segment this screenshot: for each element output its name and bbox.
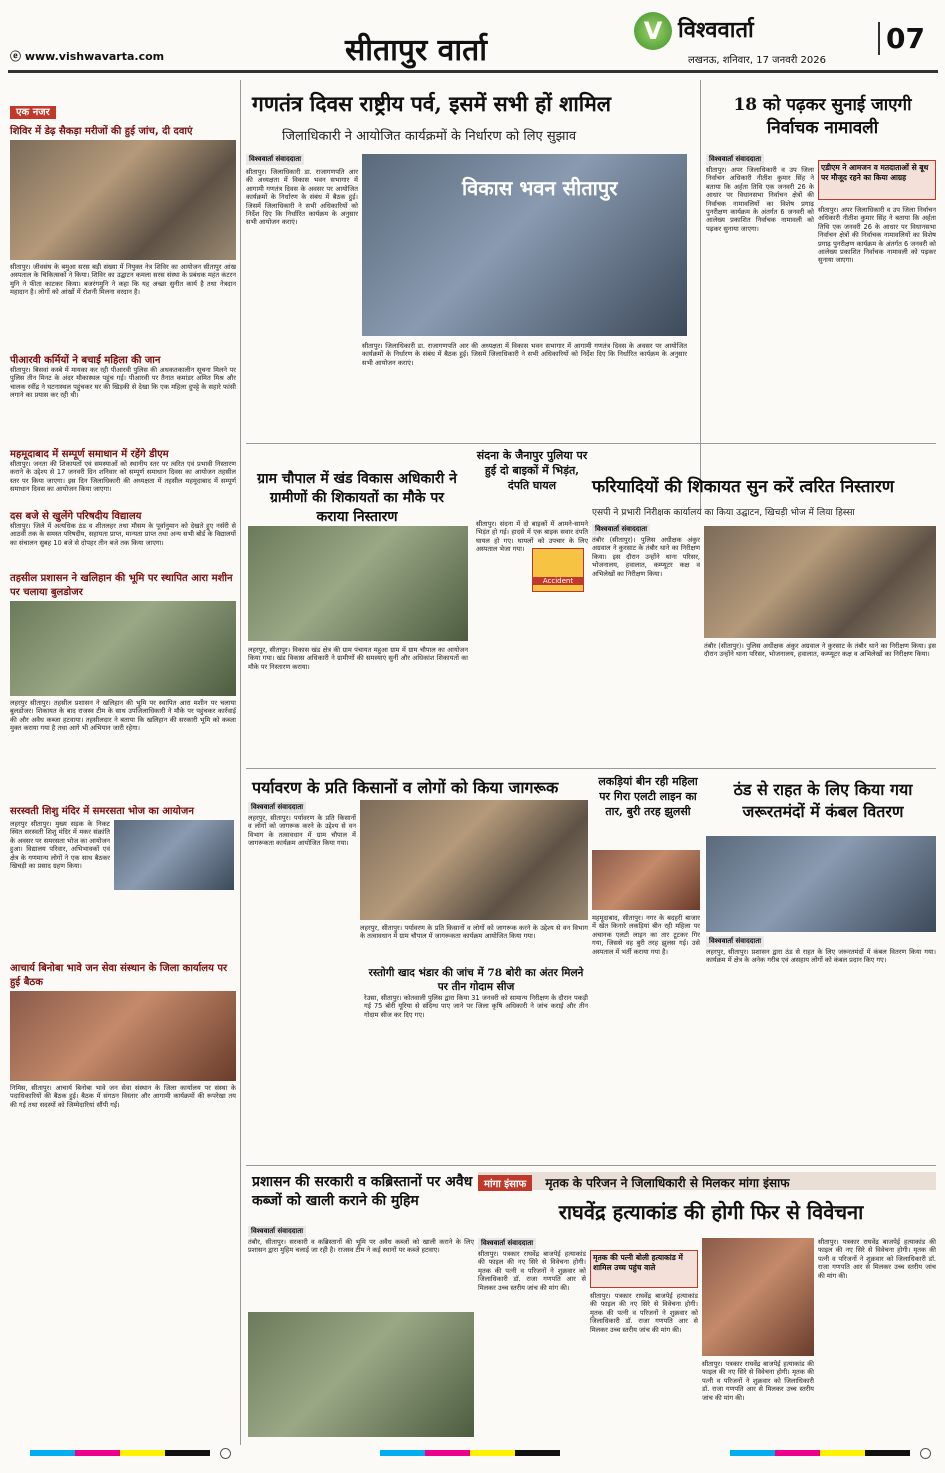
header-rule bbox=[8, 70, 938, 73]
news-photo bbox=[592, 850, 700, 910]
fertilizer-headline: रस्तोगी खाद भंडार की जांच में 78 बोरी का अंतर मिलने पर तीन गोदाम सीज bbox=[368, 967, 584, 993]
justice-headline: राघवेंद्र हत्याकांड की होगी फिर से विवेचना bbox=[558, 1200, 864, 1224]
justice-text-continued: सीतापुर। पत्रकार राघवेंद्र बाजपेई हत्याकांड की फाइल की नए सिरे से विवेचना होगी। मृतक की पत्नी व परिजनों ने शुक्रवार को जिलाधिकारी डॉ. राजा गणपति आर से मिलकर उच्च स्तरीय जांच की मांग की। bbox=[702, 1360, 814, 1402]
news-photo bbox=[248, 526, 468, 641]
story-headline: आचार्य बिनोबा भावे जन सेवा संस्थान के जिला कार्यालय पर हुई बैठक bbox=[10, 963, 228, 988]
page-number: 07 bbox=[878, 22, 925, 55]
row-divider bbox=[246, 768, 936, 769]
fertilizer-text: रेउसा, सीतापुर। कोतवाली पुलिस द्वारा किया 31 जनवरी को सामान्य निरीक्षण के दौरान पकड़ी गई 75 बोरी यूरिया से संदिग्ध पाए जाने पर जिला कृषि अधिकारी ने जांच कराई और तीन गोदाम सीज कर दिए गए। bbox=[364, 994, 588, 1019]
justice-highlight-box: मृतक की पत्नी बोली हत्याकांड में शामिल उच्च पहुंच वाले bbox=[590, 1250, 698, 1288]
ballot-highlight-box: एडीएम ने आमजन व मतदाताओं से बूथ पर मौजूद रहने का किया आग्रह bbox=[818, 160, 936, 200]
registration-color-bar bbox=[730, 1450, 910, 1456]
globe-icon: ⓔ bbox=[10, 50, 25, 63]
photo-caption: विकास भवन सीतापुर bbox=[462, 176, 618, 200]
burn-headline: लकड़ियां बीन रही महिला पर गिरा एलटी लाइन का तार, बुरी तरह झुलसी bbox=[598, 775, 698, 818]
lead-text: सीतापुर। जिलाधिकारी डा. राजागणपति आर की अध्यक्षता में विकास भवन सभागार में आगामी गणतंत्र दिवस के अवसर पर आयोजित कार्यक्रमों के निर्धारण के संबंध में बैठक हुई। जिसमें जिलाधिकारी ने सभी अधिकारियों को निर्देश दिए कि निर्धारित कार्यक्रम के अनुसार सभी आयोजन कराएं। bbox=[246, 168, 358, 227]
justice-strapline: मृतक के परिजन ने जिलाधिकारी से मिलकर मांगा इंसाफ bbox=[545, 1176, 790, 1190]
news-photo bbox=[360, 800, 588, 920]
row-divider bbox=[246, 443, 936, 444]
byline: विश्ववार्ता संवाददाता bbox=[592, 524, 650, 535]
row-divider bbox=[246, 1165, 936, 1166]
story-headline: दस बजे से खुलेंगे परिषदीय विद्यालय bbox=[10, 511, 142, 522]
news-photo bbox=[10, 140, 236, 260]
news-photo bbox=[248, 1312, 474, 1437]
story-headline: सरस्वती शिशु मंदिर में समरसता भोज का आयोजन bbox=[10, 806, 194, 817]
story-text: सीतापुर। बिसवां कस्बे में मायका कर रही पीआरवी पुलिस की अथकतकालीन सूचना मिलने पर पुलिस तीन मिनट के अंदर मौकास्थल पहुंच गई। पीआरवी पर तैनात कमांडर अमित मिश्र और चालक रवींद्र ने घटनास्थल पहुंचकर घर की खिड़की से देखा कि एक महिला दुपट्टे के सहारे फांसी लगाने का प्रयास कर रही थी। bbox=[10, 366, 236, 400]
accident-text: सीतापुर। संदना में दो बाइकों में आमने-सामने भिड़ंत हो गई। हादसे में एक बाइक सवार दंपति घायल हो गए। घायलों को उपचार के लिए अस्पताल भेजा गया। bbox=[476, 520, 588, 554]
byline: विश्ववार्ता संवाददाता bbox=[706, 936, 764, 947]
left-column bbox=[10, 100, 236, 1174]
story-text: सीतापुर। जीवसंघ के बमुआ सरस बड़ी संख्या में नियुक्त नेत्र शिविर का आयोजन सीतापुर आंख अस्पताल के चिकित्सकों ने किया। शिविर का उद्घाटन कमला सरस संस्था के प्रबंधक महंत कंटरन मुनि ने फीता काटकर किया। बजरंगमुनि ने कहा कि यह अच्छा सुनीत कार्य है तथा नेत्रदान महादान है। लोगों को आंखों में रोशनी मिलना वरदान है। bbox=[10, 263, 236, 297]
justice-text-continued: सीतापुर। पत्रकार राघवेंद्र बाजपेई हत्याकांड की फाइल की नए सिरे से विवेचना होगी। मृतक की पत्नी व परिजनों ने शुक्रवार को जिलाधिकारी डॉ. राजा गणपति आर से मिलकर उच्च स्तरीय जांच की मांग की। bbox=[590, 1292, 698, 1334]
byline: विश्ववार्ता संवाददाता bbox=[248, 802, 306, 813]
story-headline: तहसील प्रशासन ने खलिहान की भूमि पर स्थापित आरा मशीन पर चलाया बुलडोजर bbox=[10, 573, 233, 598]
ballot-text: सीतापुर। अपर जिलाधिकारी व उप जिला निर्वाचन अधिकारी नीतीश कुमार सिंह ने बताया कि अर्हता तिथि एक जनवरी 26 के आधार पर विधानसभा निर्वाचन क्षेत्रों की निर्वाचक नामावलियों का विशेष प्रगाढ़ पुनरीक्षण कार्यक्रम के अंतर्गत 6 जनवरी को आलेख्य प्रकाशित निर्वाचक नामावली को पढ़कर सुनाया जाएगा। bbox=[706, 166, 814, 233]
story-text: लहरपुर सीतापुर। तहसील प्रशासन ने खलिहान की भूमि पर स्थापित आरा मशीन पर चलाया बुलडोजर। शिकायत के बाद राजस्व टीम के साथ उपजिलाधिकारी ने मौके पर पहुंचकर कार्रवाई की और अवैध कब्जा हटवाया। तहसीलदार ने बताया कि खलिहान की सरकारी भूमि को कब्जा मुक्त कराया गया है तथा आगे भी अभियान जारी रहेगा। bbox=[10, 699, 236, 733]
column-divider bbox=[240, 80, 241, 1445]
registration-color-bar bbox=[380, 1450, 560, 1456]
news-photo bbox=[10, 991, 236, 1081]
accident-headline: संदना के जैनापुर पुलिया पर हुई दो बाइकों में भिड़ंत, दंपति घायल bbox=[476, 449, 588, 492]
registration-mark-icon bbox=[920, 1448, 931, 1459]
lead-text-continued: सीतापुर। जिलाधिकारी डा. राजागणपति आर की अध्यक्षता में विकास भवन सभागार में आगामी गणतंत्र दिवस के अवसर पर आयोजित कार्यक्रमों के निर्धारण के संबंध में बैठक हुई। जिसमें जिलाधिकारी ने सभी अधिकारियों को निर्देश दिए कि निर्धारित कार्यक्रम के अनुसार सभी आयोजन कराएं। bbox=[362, 342, 687, 367]
gram-headline: ग्राम चौपाल में खंड विकास अधिकारी ने ग्रामीणों की शिकायतों का मौके पर कराया निस्तारण bbox=[257, 471, 457, 525]
story-headline: महमूदाबाद में सम्पूर्ण समाधान में रहेंगे डीएम bbox=[10, 449, 169, 460]
blanket-headline: ठंड से राहत के लिए किया गया जरूरतमंदों में कंबल वितरण bbox=[733, 780, 913, 821]
site-url: ⓔ www.vishwavarta.com bbox=[10, 50, 165, 63]
complaints-text-continued: तंबौर (सीतापुर)। पुलिस अधीक्षक अंकुर अग्रवाल ने कुरसाट के तंबौर थाने का निरीक्षण किया। इस दौरान उन्होंने थाना परिसर, भोजनालय, हवालात, कम्प्यूटर कक्ष व अभिलेखों का निरीक्षण किया। bbox=[704, 642, 936, 659]
lead-subheadline: जिलाधिकारी ने आयोजित कार्यक्रमों के निर्धारण को लिए सुझाव bbox=[282, 129, 577, 144]
gram-text: लहरपुर, सीतापुर। विकास खंड क्षेत्र की ग्राम पंचायत महुआ ग्राम में ग्राम चौपाल का आयोजन किया गया। खंड विकास अधिकारी ने ग्रामीणों की समस्याएं सुनीं और अधिकांश शिकायतों का मौके पर निस्तारण कराया। bbox=[248, 646, 468, 671]
environment-headline: पर्यावरण के प्रति किसानों व लोगों को किया जागरूक bbox=[252, 778, 559, 797]
justice-text-continued: सीतापुर। पत्रकार राघवेंद्र बाजपेई हत्याकांड की फाइल की नए सिरे से विवेचना होगी। मृतक की पत्नी व परिजनों ने शुक्रवार को जिलाधिकारी डॉ. राजा गणपति आर से मिलकर उच्च स्तरीय जांच की मांग की। bbox=[818, 1238, 936, 1280]
byline: विश्ववार्ता संवाददाता bbox=[706, 154, 764, 165]
story-block bbox=[10, 820, 236, 890]
byline: विश्ववार्ता संवाददाता bbox=[246, 154, 304, 165]
brand-name: विश्ववार्ता bbox=[678, 18, 754, 43]
dateline: लखनऊ, शनिवार, 17 जनवरी 2026 bbox=[688, 55, 826, 66]
accident-sign-icon: Accident bbox=[532, 548, 584, 592]
story-headline: शिविर में डेढ़ सैकड़ा मरीजों की हुई जांच, दी दवाएं bbox=[10, 126, 193, 137]
lead-photo bbox=[362, 154, 687, 336]
column-divider bbox=[700, 80, 701, 510]
graveyard-headline: प्रशासन की सरकारी व कब्रिस्तानों पर अवैध कब्जों को खाली कराने की मुहिम bbox=[252, 1174, 473, 1209]
environment-text-continued: लहरपुर, सीतापुर। पर्यावरण के प्रति किसानों व लोगों को जागरूक करने के उद्देश्य से वन विभाग के तत्वावधान में ग्राम चौपाल में जागरूकता कार्यक्रम आयोजित किया गया। bbox=[360, 924, 588, 941]
lead-headline: गणतंत्र दिवस राष्ट्रीय पर्व, इसमें सभी हों शामिल bbox=[252, 91, 612, 116]
registration-color-bar bbox=[30, 1450, 210, 1456]
news-photo bbox=[704, 526, 936, 638]
byline: विश्ववार्ता संवाददाता bbox=[478, 1238, 536, 1249]
story-headline: पीआरवी कर्मियों ने बचाई महिला की जान bbox=[10, 355, 161, 366]
complaints-text: तंबौर (सीतापुर)। पुलिस अधीक्षक अंकुर अग्रवाल ने कुरसाट के तंबौर थाने का निरीक्षण किया। इस दौरान उन्होंने थाना परिसर, भोजनालय, हवालात, कम्प्यूटर कक्ष व अभिलेखों का निरीक्षण किया। bbox=[592, 536, 700, 578]
page-title: सीतापुर वार्ता bbox=[345, 33, 487, 68]
justice-strap bbox=[478, 1172, 936, 1190]
byline: विश्ववार्ता संवाददाता bbox=[248, 1226, 306, 1237]
blanket-text: लहरपुर, सीतापुर। प्रशासन द्वारा ठंड से राहत के लिए जरूरतमंदों में कंबल वितरण किया गया। कार्यक्रम में क्षेत्र के अनेक गरीब एवं असहाय लोगों को कंबल प्रदान किए गए। bbox=[706, 948, 936, 965]
graveyard-text: तंबौर, सीतापुर। सरकारी व कब्रिस्तानों की भूमि पर अवैध कब्जों को खाली कराने के लिए प्रशासन द्वारा मुहिम चलाई जा रही है। राजस्व टीम ने कई स्थानों पर कब्जे हटवाए। bbox=[248, 1238, 474, 1255]
news-photo bbox=[10, 601, 236, 696]
justice-tag: मांगा इंसाफ bbox=[478, 1175, 532, 1191]
story-text: निमिस, सीतापुर। आचार्य बिनोबा भावे जन सेवा संस्थान के जिला कार्यालय पर संस्था के पदाधिकारियों की बैठक हुई। बैठक में संगठन विस्तार और आगामी कार्यक्रमों की रूपरेखा तय की गई तथा सदस्यों को जिम्मेदारियां सौंपी गईं। bbox=[10, 1084, 236, 1109]
environment-text: लहरपुर, सीतापुर। पर्यावरण के प्रति किसानों व लोगों को जागरूक करने के उद्देश्य से वन विभाग के तत्वावधान में ग्राम चौपाल में जागरूकता कार्यक्रम आयोजित किया गया। bbox=[248, 814, 356, 848]
ballot-headline: 18 को पढ़कर सुनाई जाएगी निर्वाचक नामावली bbox=[733, 95, 912, 138]
portrait-photo bbox=[702, 1238, 814, 1356]
justice-text: सीतापुर। पत्रकार राघवेंद्र बाजपेई हत्याकांड की फाइल की नए सिरे से विवेचना होगी। मृतक की पत्नी व परिजनों ने शुक्रवार को जिलाधिकारी डॉ. राजा गणपति आर से मिलकर उच्च स्तरीय जांच की मांग की। bbox=[478, 1250, 586, 1292]
complaints-headline: फरियादियों की शिकायत सुन करें त्वरित निस्तारण bbox=[592, 477, 895, 497]
news-photo bbox=[114, 820, 234, 890]
burn-text: महमूदाबाद, सीतापुर। नगर के बदहरी बाजार में खेत किनारे लकड़ियां बीन रही महिला पर अचानक एलटी लाइन का तार टूटकर गिर गया, जिससे वह बुरी तरह झुलस गई। उसे अस्पताल में भर्ती कराया गया है। bbox=[592, 914, 700, 956]
registration-mark-icon bbox=[220, 1448, 231, 1459]
story-text: सीतापुर। जनता की शिकायतों एवं समस्याओं को स्थानीय स्तर पर त्वरित एवं प्रभावी निस्तारण कराने के उद्देश्य से 17 जनवरी दिन शनिवार को सम्पूर्ण समाधान दिवस का आयोजन तहसील स्तर पर किया जाएगा। इस दिन जिलाधिकारी की अध्यक्षता में तहसील महमूदाबाद में सम्पूर्ण समाधान दिवस का आयोजन किया जाएगा। bbox=[10, 460, 236, 494]
section-tag: एक नजर bbox=[10, 100, 236, 119]
news-photo bbox=[706, 836, 936, 932]
brand-logo-icon: V bbox=[634, 12, 672, 50]
story-text: सीतापुर। जिले में अत्यधिक ठंड व शीतलहर तथा मौसम के पूर्वानुमान को देखते हुए नर्सरी से आठवीं तक के समस्त परिषदीय, सहायता प्राप्त, मान्यता प्राप्त तथा अन्य सभी बोर्ड के विद्यालयों का संचालन सुबह 10 बजे से दोपहर तीन बजे तक किया जाएगा। bbox=[10, 522, 236, 547]
story-text: लहरपुर सीतापुर। मुख्य सड़क के निकट स्थित सरस्वती शिशु मंदिर में मकर संक्रांति के अवसर पर समरसता भोज का आयोजन हुआ। विद्यालय परिवार, अभिभावकों एवं क्षेत्र के गणमान्य लोगों ने एक साथ बैठकर खिचड़ी का प्रसाद ग्रहण किया। bbox=[10, 820, 110, 871]
ballot-text-continued: सीतापुर। अपर जिलाधिकारी व उप जिला निर्वाचन अधिकारी नीतीश कुमार सिंह ने बताया कि अर्हता तिथि एक जनवरी 26 के आधार पर विधानसभा निर्वाचन क्षेत्रों की निर्वाचक नामावलियों का विशेष प्रगाढ़ पुनरीक्षण कार्यक्रम के अंतर्गत 6 जनवरी को आलेख्य प्रकाशित निर्वाचक नामावली को पढ़कर सुनाया जाएगा। bbox=[818, 206, 936, 265]
complaints-subheadline: एसपी ने प्रभारी निरीक्षक कार्यालय का किया उद्घाटन, खिचड़ी भोज में लिया हिस्सा bbox=[592, 508, 855, 518]
